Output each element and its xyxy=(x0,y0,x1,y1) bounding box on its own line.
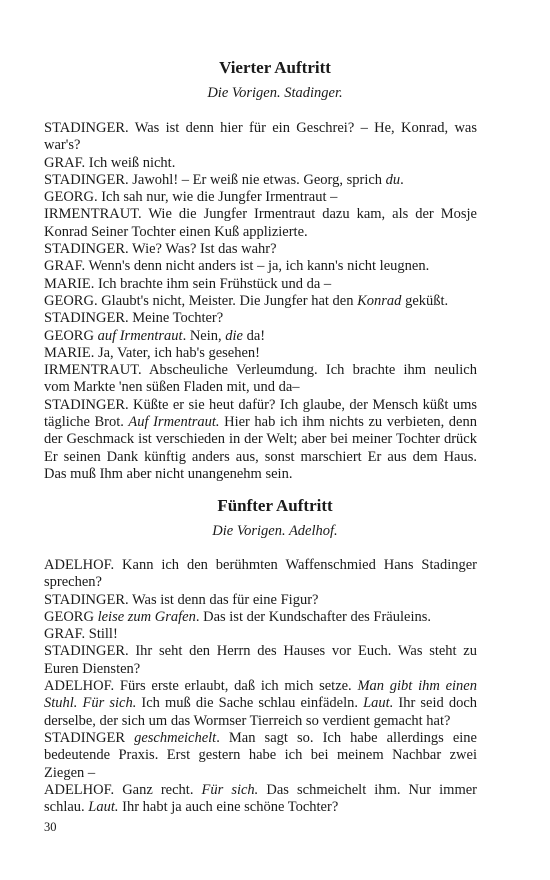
line-text: GEORG xyxy=(44,327,98,344)
stage-direction: du xyxy=(385,171,401,188)
dialogue-line xyxy=(44,172,477,189)
stage-direction: Man gibt ihm einen Stuhl. Für sich. xyxy=(44,678,477,712)
dialogue-line xyxy=(44,782,477,817)
dialogue-line xyxy=(44,241,477,258)
dialogue-line xyxy=(44,592,477,609)
dialogue-line xyxy=(44,155,477,172)
line-text: MARIE. Ja, Vater, ich hab's gesehen! xyxy=(44,344,260,361)
line-text: STADINGER. Was ist denn das für eine Figur? xyxy=(44,591,319,608)
line-text: STADINGER. Jawohl! – Er weiß nie etwas. Georg, sprich xyxy=(44,171,386,188)
dialogue-line xyxy=(44,206,477,241)
scene-4-subtitle: Die Vorigen. Stadinger. xyxy=(207,85,343,101)
dialogue-line xyxy=(44,362,477,397)
line-text: MARIE. Ich brachte ihm sein Frühstück und da – xyxy=(44,275,332,292)
line-text: . xyxy=(400,171,404,188)
stage-direction: geschmeichelt xyxy=(134,729,217,746)
line-text: . Nein, xyxy=(182,327,226,344)
scene-4-dialogue xyxy=(44,120,477,483)
dialogue-line xyxy=(44,310,477,327)
stage-direction: Laut. xyxy=(363,695,394,712)
line-text: GEORG. Glaubt's nicht, Meister. Die Jungfer hat den xyxy=(44,292,358,309)
dialogue-line xyxy=(44,120,477,155)
line-text: GEORG xyxy=(44,608,98,625)
line-text: ADELHOF. Kann ich den berühmten Waffenschmied Hans Stadinger sprechen? xyxy=(44,557,477,591)
scene-5-title: Fünfter Auftritt xyxy=(217,496,333,515)
line-text: ADELHOF. Ganz recht. xyxy=(44,781,202,798)
stage-direction: Laut. xyxy=(88,799,119,816)
dialogue-line xyxy=(44,345,477,362)
line-text: ADELHOF. Fürs erste erlaubt, daß ich mich setze. xyxy=(44,678,358,695)
stage-direction: Konrad xyxy=(357,292,402,309)
scene-4-title: Vierter Auftritt xyxy=(219,58,331,77)
line-text: da! xyxy=(242,327,266,344)
stage-direction: die xyxy=(225,327,243,344)
line-text: STADINGER. Küßte er sie heut dafür? Ich glaube, der Mensch küßt ums tägliche Brot. xyxy=(44,396,477,431)
line-text: Ich muß die Sache schlau einfädeln. xyxy=(136,695,364,712)
line-text: . Das ist der Kundschafter des Fräuleins. xyxy=(195,608,432,625)
stage-direction: Für sich. xyxy=(201,781,259,798)
dialogue-line xyxy=(44,293,477,310)
dialogue-line xyxy=(44,557,477,592)
dialogue-line xyxy=(44,626,477,643)
stage-direction: Auf Irmentraut. xyxy=(128,414,220,431)
line-text: Ihr habt ja auch eine schöne Tochter? xyxy=(118,799,339,816)
dialogue-line xyxy=(44,189,477,206)
line-text: Das schmeichelt ihm. Nur immer schlau. xyxy=(44,781,477,816)
page-number: 30 xyxy=(44,820,57,834)
line-text: GRAF. Still! xyxy=(44,626,118,643)
dialogue-line xyxy=(44,730,477,782)
scene-5-subtitle: Die Vorigen. Adelhof. xyxy=(212,523,338,539)
line-text: STADINGER. Wie? Was? Ist das wahr? xyxy=(44,241,277,258)
line-text: Ihr seid doch derselbe, der sich um das Wormser Tierreich so verdient gemacht hat? xyxy=(44,695,478,729)
line-text: STADINGER. Meine Tochter? xyxy=(44,310,224,327)
dialogue-line xyxy=(44,678,477,730)
line-text: IRMENTRAUT. Wie die Jungfer Irmentraut dazu kam, als der Mosje Konrad Seiner Tochter einen Kuß applizierte. xyxy=(44,206,477,240)
line-text: IRMENTRAUT. Abscheuliche Verleumdung. Ich brachte ihm neulich vom Markte 'nen süßen Fladen mit, und da– xyxy=(44,362,477,396)
line-text: geküßt. xyxy=(401,292,449,309)
dialogue-line xyxy=(44,258,477,275)
stage-direction: auf Irmentraut xyxy=(97,327,183,344)
line-text: STADINGER. Was ist denn hier für ein Geschrei? – He, Konrad, was war's? xyxy=(44,120,477,154)
line-text: GRAF. Ich weiß nicht. xyxy=(44,154,176,171)
line-text: GRAF. Wenn's denn nicht anders ist – ja, ich kann's nicht leugnen. xyxy=(44,258,430,275)
dialogue-line xyxy=(44,609,477,626)
line-text: Hier hab ich ihm nichts zu verbieten, denn der Geschmack ist verschieden in der Welt; aber bei meiner Tochter drück Er seinen Dank künftig anders aus, sonst marschiert Er aus dem Haus. Das muß Ihm aber nicht unangenehm sein. xyxy=(44,414,477,482)
line-text: STADINGER. Ihr seht den Herrn des Hauses vor Euch. Was steht zu Euren Diensten? xyxy=(44,643,477,677)
line-text: GEORG. Ich sah nur, wie die Jungfer Irmentraut – xyxy=(44,189,338,206)
stage-direction: leise zum Grafen xyxy=(97,608,196,625)
dialogue-line xyxy=(44,643,477,678)
dialogue-line xyxy=(44,276,477,293)
dialogue-line xyxy=(44,328,477,345)
dialogue-line xyxy=(44,397,477,483)
line-text: . Man sagt so. Ich habe allerdings eine bedeutende Praxis. Erst gestern habe ich bei meinem Nachbar zwei Ziegen – xyxy=(44,729,477,781)
line-text: STADINGER xyxy=(44,729,135,746)
scene-5-dialogue xyxy=(44,557,477,816)
